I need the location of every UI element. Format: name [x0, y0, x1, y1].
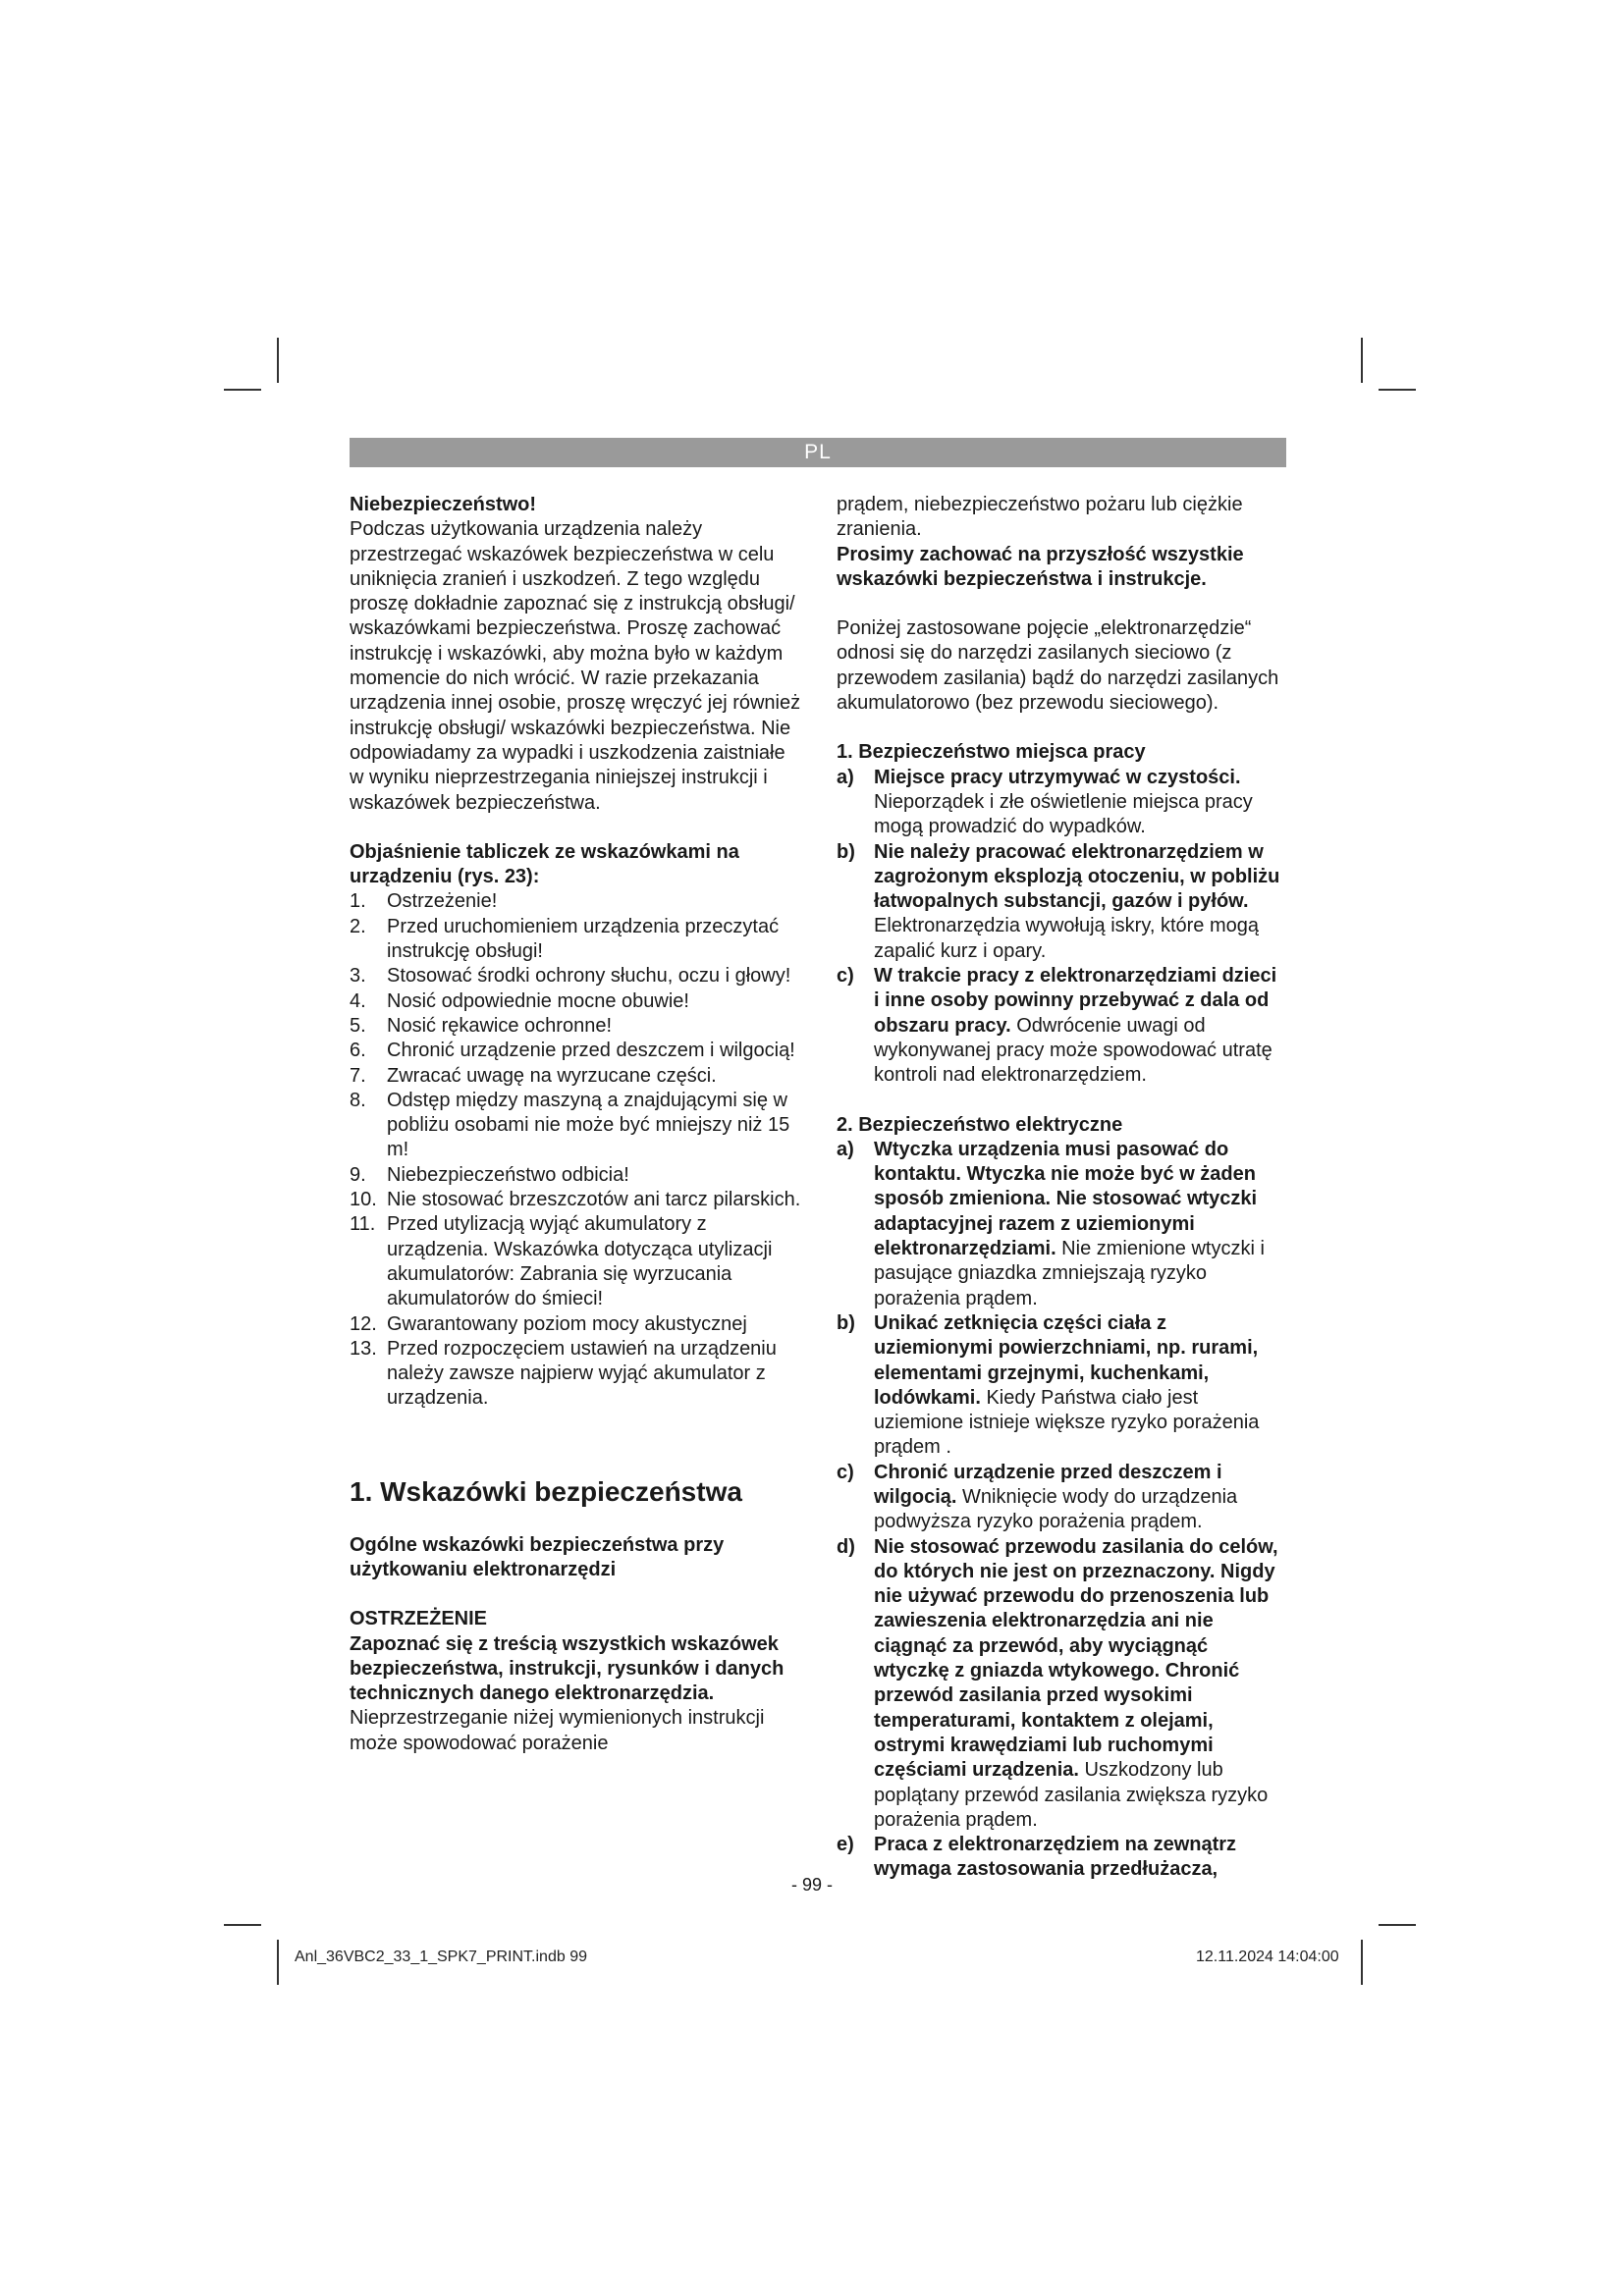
sign-item: 2. Przed uruchomieniem urządzenia przeczytać instrukcję obsługi! — [350, 915, 780, 963]
warning-title: OSTRZEŻENIE — [350, 1608, 488, 1630]
rule-item: a) Wtyczka urządzenia musi pasować do kontaktu. Wtyczka nie może być w żaden sposób zmieniona. Nie stosować wtyczki adaptacyjnej razem z uziemionymi elektronarzędziami. Nie zmienione wtyczki i pasujące gniazdka zmniejszają ryzyko porażenia prądem. — [837, 1138, 1265, 1309]
general-title: Ogólne wskazówki bezpieczeństwa przy użytkowaniu elektronarzędzi — [350, 1533, 725, 1580]
workplace-safety-title: 1. Bezpieczeństwo miejsca pracy — [837, 741, 1146, 764]
signs-list — [350, 889, 803, 1411]
danger-text: Podczas użytkowania urządzenia należy przestrzegać wskazówek bezpieczeństwa w celu uniknięcia zranień i uszkodzeń. Z tego względu proszę dokładnie zapoznać się z instrukcją obsługi/ wskazówkami bezpieczeństwa. Proszę zachować instrukcję i wskazówki, aby można było w każdym momencie do nich wrócić. W razie przekazania urządzenia innej osobie, proszę wręczyć jej również instrukcję obsługi/ wskazówki bezpieczeństwa. Nie odpowiadamy za wypadki i uszkodzenia zaistniałe w wyniku nieprzestrzegania niniejszej instrukcji i wskazówek bezpieczeństwa. — [350, 518, 801, 814]
sign-item: 9. Niebezpieczeństwo odbicia! — [350, 1163, 629, 1186]
electrical-safety-title: 2. Bezpieczeństwo elektryczne — [837, 1113, 1123, 1136]
rule-item: a) Miejsce pracy utrzymywać w czystości. Nieporządek i złe oświetlenie miejsca pracy mogą prowadzić do wypadków. — [837, 766, 1253, 838]
rule-item: c) Chronić urządzenie przed deszczem i wilgocią. Wniknięcie wody do urządzenia podwyższa ryzyko porażenia prądem. — [837, 1461, 1238, 1533]
crop-mark — [1379, 389, 1416, 391]
sign-item: 12. Gwarantowany poziom mocy akustycznej — [350, 1312, 747, 1335]
sign-item: 6. Chronić urządzenie przed deszczem i wilgocią! — [350, 1040, 795, 1062]
right-column — [837, 493, 1286, 1883]
workplace-safety-list — [837, 766, 1286, 1089]
crop-mark — [1361, 338, 1363, 383]
sign-item: 8. Odstęp między maszyną a znajdującymi się w pobliżu osobami nie może być mniejszy niż 15 m! — [350, 1089, 790, 1161]
rule-item: e) Praca z elektronarzędziem na zewnątrz wymaga zastosowania przedłużacza, — [837, 1834, 1237, 1881]
rule-item: b) Unikać zetknięcia części ciała z uziemionymi powierzchniami, np. rurami, elementami grzejnymi, kuchenkami, lodówkami. Kiedy Państwa ciało jest uziemione istnieje większe ryzyko porażenia prądem . — [837, 1311, 1260, 1459]
rule-item: b) Nie należy pracować elektronarzędziem w zagrożonym eksplozją otoczeniu, w pobliżu łatwopalnych substancji, gazów i pyłów. Elektronarzędzia wywołują iskry, które mogą zapalić kurz i opary. — [837, 840, 1280, 962]
language-header-bar: PL — [350, 438, 1286, 467]
sign-item: 10. Nie stosować brzeszczotów ani tarcz pilarskich. — [350, 1189, 801, 1211]
electrical-safety-list — [837, 1138, 1286, 1883]
danger-title: Niebezpieczeństwo! — [350, 494, 537, 515]
sign-item: 3. Stosować środki ochrony słuchu, oczu i głowy! — [350, 965, 791, 988]
footer-timestamp: 12.11.2024 14:04:00 — [1196, 1949, 1339, 1965]
sign-item: 5. Nosić rękawice ochronne! — [350, 1014, 612, 1037]
rule-item: c) W trakcie pracy z elektronarzędziami dzieci i inne osoby powinny przebywać z dala od obszaru pracy. Odwrócenie uwagi od wykonywanej pracy może spowodować utratę kontroli nad elektronarzędziem. — [837, 965, 1277, 1087]
footer-filename: Anl_36VBC2_33_1_SPK7_PRINT.indb 99 — [295, 1949, 587, 1965]
sign-item: 11. Przed utylizacją wyjąć akumulatory z urządzenia. Wskazówka dotycząca utylizacji akumulatorów: Zabrania się wyrzucania akumulatorów do śmieci! — [350, 1213, 773, 1310]
sign-item: 1. Ostrzeżenie! — [350, 890, 498, 913]
sign-item: 4. Nosić odpowiednie mocne obuwie! — [350, 989, 689, 1012]
crop-mark — [224, 1924, 261, 1926]
crop-mark — [277, 338, 279, 383]
continued-text: prądem, niebezpieczeństwo pożaru lub ciężkie zranienia. — [837, 494, 1243, 541]
section-title: 1. Wskazówki bezpieczeństwa — [350, 1475, 742, 1507]
signs-title: Objaśnienie tabliczek ze wskazówkami na urządzeniu (rys. 23): — [350, 840, 739, 888]
keep-instructions: Prosimy zachować na przyszłość wszystkie wskazówki bezpieczeństwa i instrukcje. — [837, 543, 1244, 590]
crop-mark — [1379, 1924, 1416, 1926]
left-column — [350, 493, 803, 1756]
rule-item: d) Nie stosować przewodu zasilania do celów, do których nie jest on przeznaczony. Nigdy nie używać przewodu do przenoszenia lub zawieszenia elektronarzędzia ani nie ciągnąć za przewód, aby wyciągnąć wtyczkę z gniazda wtykowego. Chronić przewód zasilania przed wysokimi temperaturami, kontaktem z olejami, ostrymi krawędziami lub ruchomymi częściami urządzenia. Uszkodzony lub poplątany przewód zasilania zwiększa ryzyko porażenia prądem. — [837, 1535, 1278, 1831]
sign-item: 7. Zwracać uwagę na wyrzucane części. — [350, 1064, 717, 1087]
sign-item: 13. Przed rozpoczęciem ustawień na urządzeniu należy zawsze najpierw wyjąć akumulator z urządzenia. — [350, 1337, 777, 1410]
page-number: - 99 - — [790, 1875, 833, 1895]
crop-mark — [1361, 1940, 1363, 1985]
crop-mark — [277, 1940, 279, 1985]
crop-mark — [224, 389, 261, 391]
term-definition: Poniżej zastosowane pojęcie „elektronarzędzie“ odnosi się do narzędzi zasilanych sieciowo (z przewodem zasilania) bądź do narzędzi zasilanych akumulatorowo (bez przewodu sieciowego). — [837, 617, 1279, 715]
warning-text: Zapoznać się z treścią wszystkich wskazówek bezpieczeństwa, instrukcji, rysunków i danych technicznych danego elektronarzędzia. Nieprzestrzeganie niżej wymienionych instrukcji może spowodować porażenie — [350, 1632, 785, 1754]
